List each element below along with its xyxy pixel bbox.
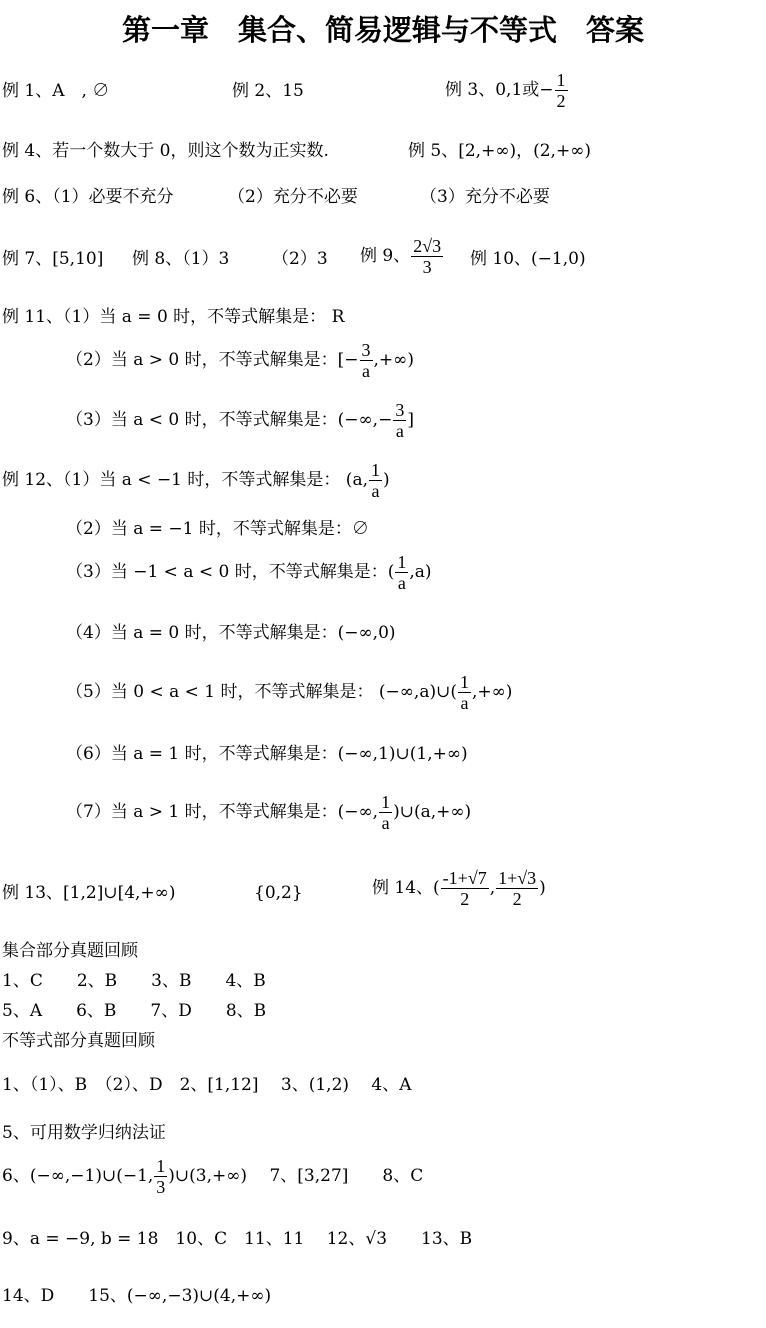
page-title: 第一章 集合、简易逻辑与不等式 答案 xyxy=(121,13,644,47)
review-row-6: 9、a = −9, b = 18 10、C 11、11 12、√3 13、B xyxy=(2,1229,473,1249)
fraction: $\frac{1}{a}$ xyxy=(370,460,380,501)
answer-ex12-5: （5）当 0 < a < 1 时，不等式解集是： (−∞,a)∪( $\frac{1}{a}$ ,+∞) xyxy=(66,672,513,713)
fraction: $\frac{-1+√7}{2}$ xyxy=(442,868,487,909)
answer-ex8-1: 例 8、（1）3 xyxy=(132,249,230,269)
fraction: $\frac{1+√3}{2}$ xyxy=(498,868,537,909)
section-inequality-review: 不等式部分真题回顾 xyxy=(2,1031,155,1051)
answer-ex9-label: 例 9、 xyxy=(360,246,411,266)
fraction: $\frac{3}{a}$ xyxy=(361,340,371,381)
review-row-7: 14、D 15、(−∞,−3)∪(4,+∞) xyxy=(2,1286,272,1306)
fraction: $\frac{1}{a}$ xyxy=(381,792,391,833)
review-row-2: 5、A 6、B 7、D 8、B xyxy=(2,1001,267,1021)
answer-ex12-2: （2）当 a = −1 时，不等式解集是：∅ xyxy=(66,519,369,539)
answer-ex1: 例 1、A , ∅ xyxy=(2,81,110,101)
answer-ex12-7: （7）当 a > 1 时，不等式解集是：(−∞, $\frac{1}{a}$ )∪(a,+∞) xyxy=(66,792,472,833)
review-row-4: 5、可用数学归纳法证 xyxy=(2,1123,166,1143)
answer-ex11-2: （2）当 a > 0 时，不等式解集是：[− $\frac{3}{a}$ ,+∞) xyxy=(66,340,414,381)
answer-ex11-3: （3）当 a < 0 时，不等式解集是：(−∞,− $\frac{3}{a}$ ] xyxy=(66,400,414,441)
answer-ex6-2: （2）充分不必要 xyxy=(228,187,358,207)
answer-ex3 xyxy=(445,70,569,111)
answer-ex7: 例 7、[5,10] xyxy=(2,249,104,269)
fraction: $\frac{1}{a}$ xyxy=(397,552,407,593)
fraction: $\frac{1}{3}$ xyxy=(156,1156,166,1197)
answer-ex5: 例 5、[2,+∞)，(2,+∞) xyxy=(408,141,591,161)
answer-ex12-4: （4）当 a = 0 时，不等式解集是：(−∞,0) xyxy=(66,623,396,643)
answer-ex3-text: 例 3、0,1或− xyxy=(445,80,554,100)
answer-ex12-6: （6）当 a = 1 时，不等式解集是：(−∞,1)∪(1,+∞) xyxy=(66,744,468,764)
answer-ex2: 例 2、15 xyxy=(232,81,304,101)
fraction: $\frac{1}{2}$ xyxy=(556,70,566,111)
answer-ex10: 例 10、(−1,0) xyxy=(470,249,586,269)
answer-ex12-1: 例 12、（1）当 a < −1 时，不等式解集是： (a, $\frac{1}{a}$ ) xyxy=(2,460,390,501)
review-row-5: 6、(−∞,−1)∪(−1, $\frac{1}{3}$ )∪(3,+∞) 7、[3,27] 8、C xyxy=(2,1156,424,1197)
answer-ex4: 例 4、若一个数大于 0，则这个数为正实数. xyxy=(2,141,329,161)
fraction: $\frac{1}{a}$ xyxy=(459,672,469,713)
answer-ex14: 例 14、( $\frac{-1+√7}{2}$ , $\frac{1+√3}{2}$ ) xyxy=(372,868,546,909)
section-set-review: 集合部分真题回顾 xyxy=(2,941,138,961)
answer-ex11-1: 例 11、（1）当 a = 0 时，不等式解集是： R xyxy=(2,307,345,327)
answer-ex6-1: 例 6、（1）必要不充分 xyxy=(2,187,174,207)
answer-ex13-b: {0,2} xyxy=(254,883,303,903)
review-row-1: 1、C 2、B 3、B 4、B xyxy=(2,971,266,991)
answer-ex8-2: （2）3 xyxy=(272,249,328,269)
answer-ex12-3: （3）当 −1 < a < 0 时，不等式解集是：( $\frac{1}{a}$ ,a) xyxy=(66,552,432,593)
answer-ex9 xyxy=(360,236,444,277)
answer-ex13: 例 13、[1,2]∪[4,+∞) xyxy=(2,883,176,903)
answer-ex6-3: （3）充分不必要 xyxy=(420,187,550,207)
fraction: $\frac{2√3}{3}$ xyxy=(413,236,442,277)
review-row-3: 1、（1）、B （2）、D 2、[1,12] 3、(1,2) 4、A xyxy=(2,1075,412,1095)
fraction: $\frac{3}{a}$ xyxy=(395,400,405,441)
